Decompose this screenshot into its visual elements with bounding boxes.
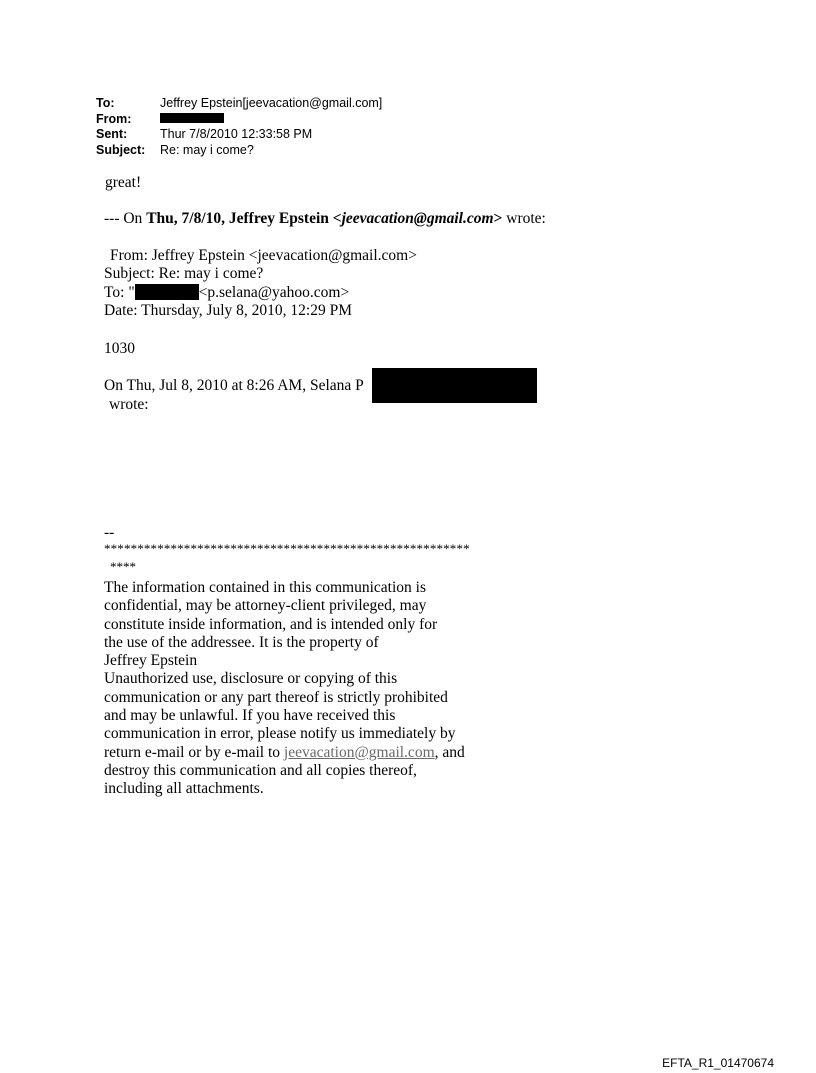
disclaimer-line: confidential, may be attorney-client privileged, may — [104, 597, 427, 615]
document-id: EFTA_R1_01470674 — [662, 1056, 774, 1070]
disclaimer-stars-2: **** — [110, 559, 136, 574]
quote-intro-bold — [146, 210, 502, 227]
disclaimer-line: The information contained in this communication is — [104, 579, 426, 596]
quoted-to — [104, 284, 349, 302]
quote-intro-suffix: wrote: — [502, 210, 546, 227]
nested-intro-redaction — [372, 368, 537, 403]
from-label: From: — [96, 111, 132, 126]
disclaimer-line: communication or any part thereof is strictly prohibited — [104, 688, 448, 706]
from-value — [160, 112, 224, 128]
quote-intro-email: jeevacation@gmail.com — [341, 210, 494, 227]
quoted-subject: Subject: Re: may i come? — [104, 265, 264, 282]
disclaimer-stars: ******************************************************* — [104, 541, 470, 556]
disclaimer-line: and may be unlawful. If you have received this — [104, 707, 396, 725]
quote-intro-prefix: --- On — [104, 210, 147, 227]
subject-label: Subject: — [96, 142, 146, 157]
header-from-row — [96, 112, 382, 128]
quoted-to-prefix: To: " — [104, 284, 135, 301]
disclaimer-dashes: -- — [104, 524, 115, 541]
disclaimer-line: Unauthorized use, disclosure or copying of this — [104, 670, 398, 688]
return-suffix: , and — [434, 743, 465, 761]
email-header — [96, 96, 382, 158]
email-link[interactable]: jeevacation@gmail.com — [283, 743, 435, 761]
disclaimer-line: destroy this communication and all copies thereof, — [104, 761, 417, 779]
quoted-to-redaction — [135, 284, 199, 300]
to-value: Jeffrey Epstein[jeevacation@gmail.com] — [160, 96, 383, 110]
disclaimer-line: communication in error, please notify us immediately by — [104, 725, 456, 743]
disclaimer-line: constitute inside information, and is intended only for — [104, 615, 438, 633]
header-to-row — [96, 96, 382, 112]
nested-intro: On Thu, Jul 8, 2010 at 8:26 AM, Selana P — [104, 377, 364, 394]
reply-text: great! — [105, 174, 142, 191]
quoted-body: 1030 — [104, 340, 135, 357]
disclaimer-line: the use of the addressee. It is the property of — [104, 633, 379, 651]
subject-value: Re: may i come? — [160, 142, 254, 157]
quote-intro-name: Thu, 7/8/10, Jeffrey Epstein < — [146, 210, 342, 227]
return-prefix: return e-mail or by e-mail to — [104, 743, 284, 761]
from-redaction — [160, 113, 224, 123]
quoted-date: Date: Thursday, July 8, 2010, 12:29 PM — [104, 302, 352, 319]
to-label: To: — [96, 96, 115, 110]
sent-value: Thur 7/8/2010 12:33:58 PM — [160, 127, 313, 141]
disclaimer-line: Jeffrey Epstein — [104, 652, 198, 670]
quoted-from: From: Jeffrey Epstein <jeevacation@gmail.com> — [110, 247, 417, 264]
sent-label: Sent: — [96, 127, 128, 141]
disclaimer-text — [104, 579, 465, 799]
quote-intro-close: > — [493, 210, 503, 227]
nested-wrote: wrote: — [109, 396, 149, 413]
header-subject-row — [96, 143, 382, 159]
disclaimer-return-line — [104, 744, 465, 762]
quote-intro — [104, 210, 546, 228]
disclaimer-line: including all attachments. — [104, 780, 264, 798]
header-sent-row — [96, 127, 382, 143]
quoted-to-suffix: <p.selana@yahoo.com> — [198, 284, 350, 301]
